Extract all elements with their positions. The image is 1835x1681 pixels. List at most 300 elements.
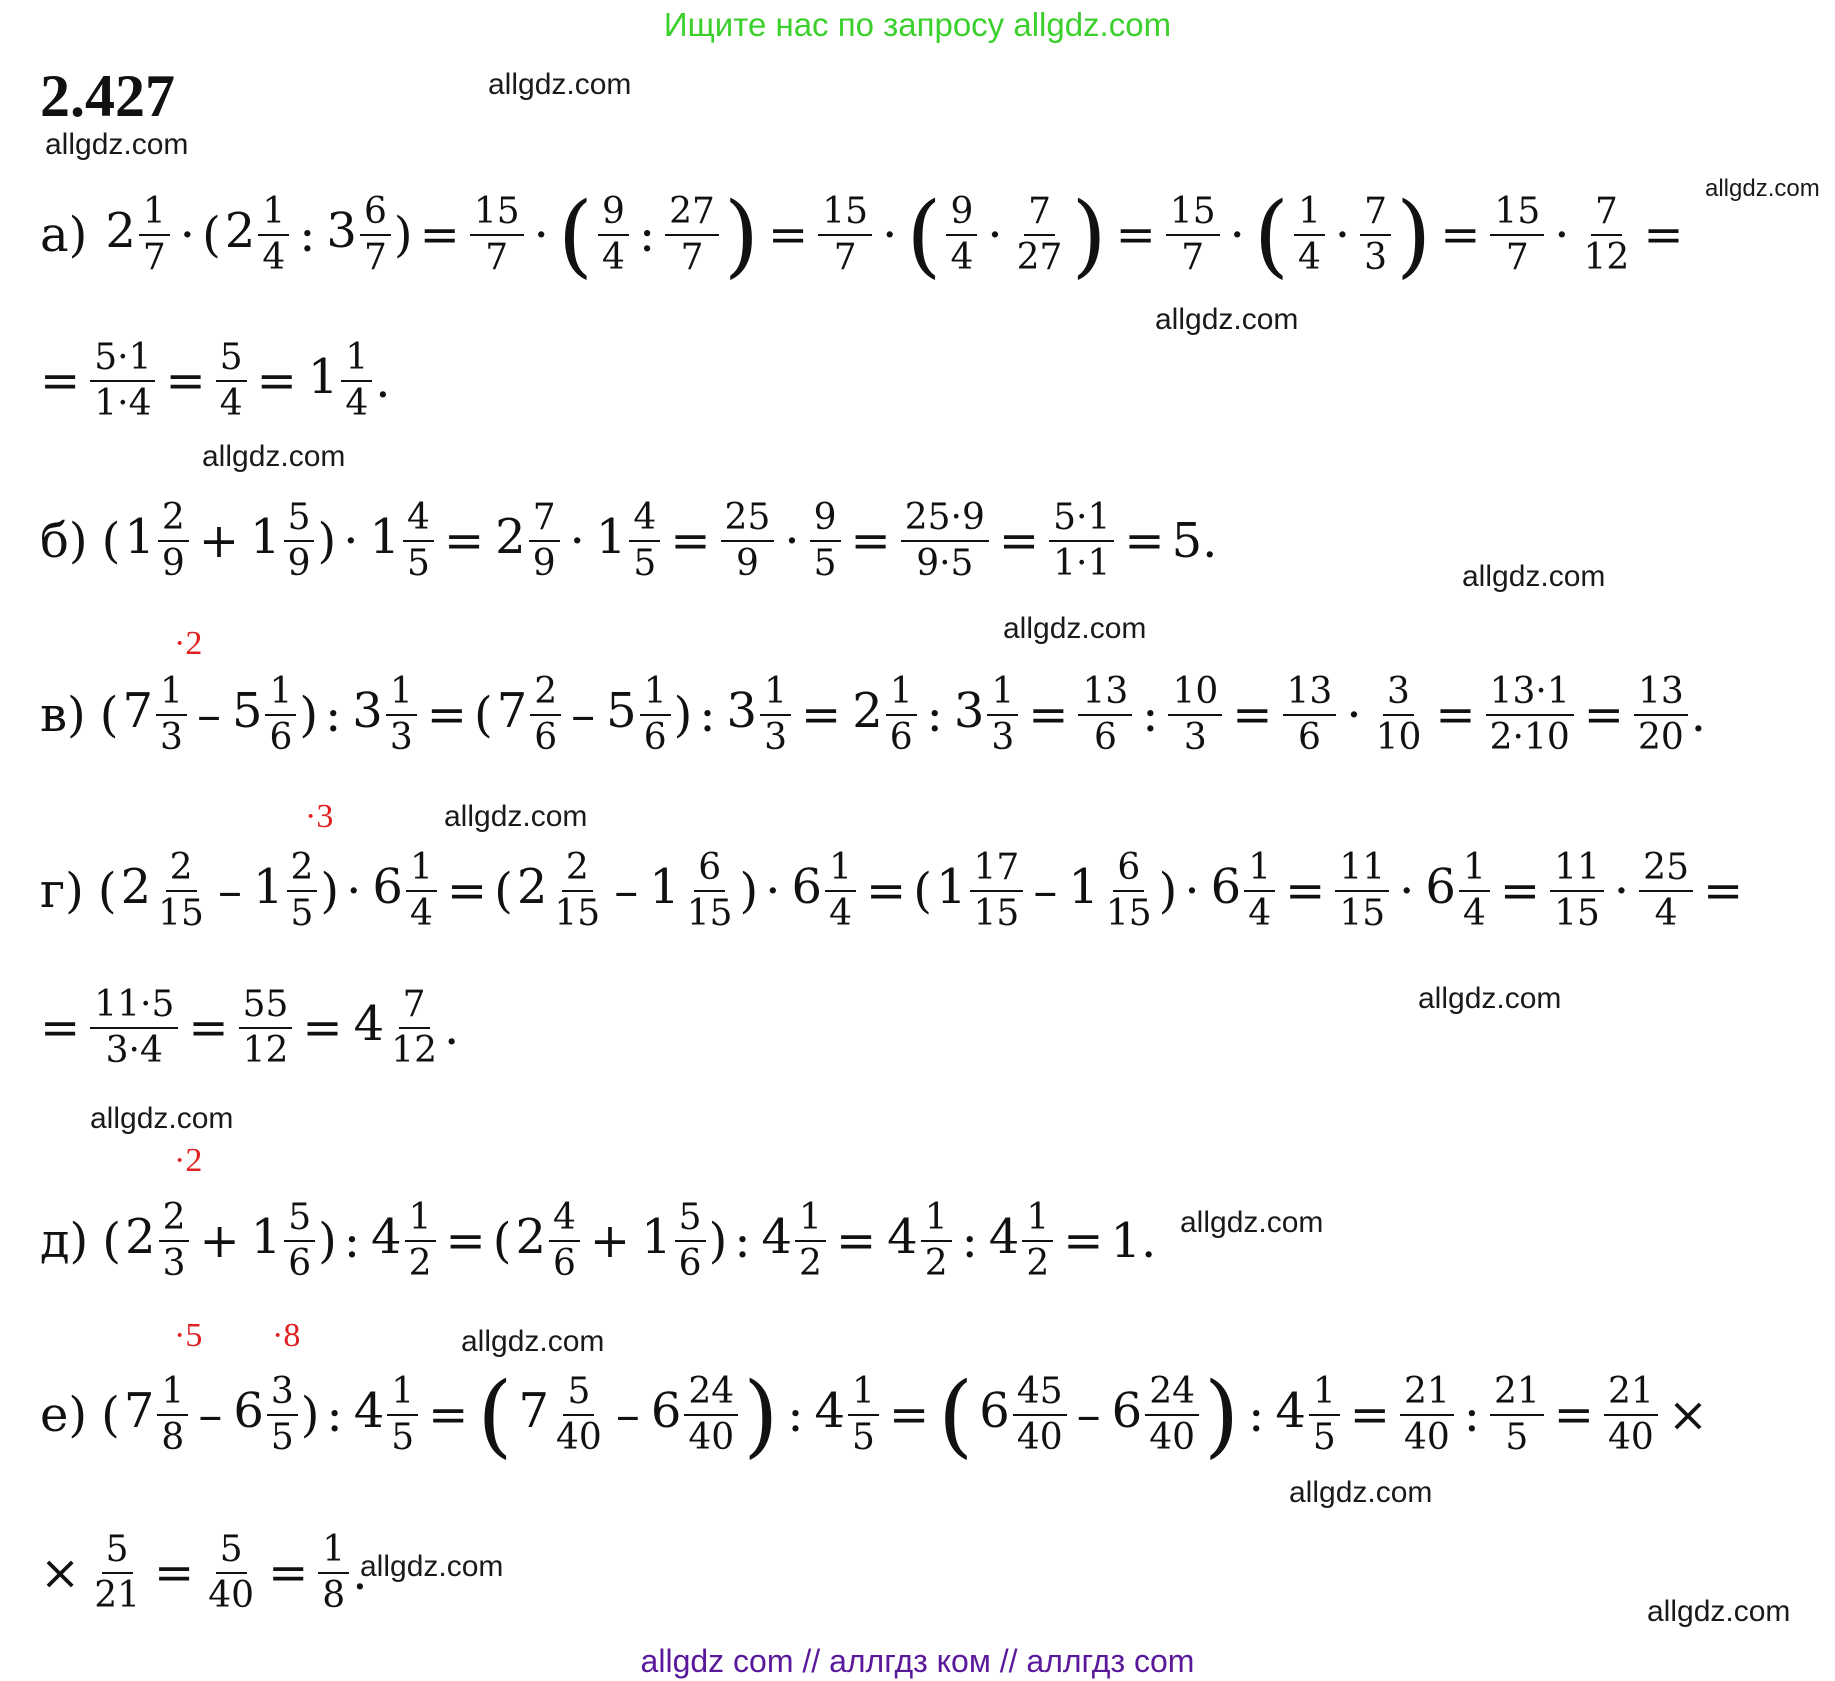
operator: · bbox=[765, 863, 781, 920]
numerator: 6 bbox=[360, 192, 391, 236]
operator: + bbox=[199, 1213, 240, 1270]
denominator: 6 bbox=[1297, 717, 1321, 759]
annotation-multiplier: ·2 bbox=[174, 625, 203, 662]
solution-d bbox=[40, 1198, 1156, 1285]
period: . bbox=[352, 1545, 368, 1602]
mixed-number bbox=[368, 848, 439, 935]
fraction bbox=[1400, 1372, 1454, 1459]
denominator: 40 bbox=[1149, 1417, 1196, 1459]
item-label: в) bbox=[40, 687, 86, 744]
paren: ) bbox=[1071, 182, 1107, 288]
denominator: 6 bbox=[643, 717, 667, 759]
numerator: 15 bbox=[1166, 192, 1220, 236]
operator: : bbox=[926, 687, 943, 744]
numerator: 1 bbox=[1309, 1372, 1340, 1416]
denominator: 4 bbox=[409, 893, 433, 935]
denominator: 3 bbox=[1364, 237, 1388, 279]
operator: × bbox=[1667, 1387, 1709, 1444]
whole-part: 6 bbox=[1111, 1382, 1143, 1439]
denominator: 3 bbox=[162, 1243, 186, 1285]
operator: : bbox=[961, 1213, 978, 1270]
fraction bbox=[1490, 1372, 1544, 1459]
denominator: 12 bbox=[391, 1030, 437, 1072]
fraction bbox=[1022, 1198, 1053, 1285]
operator: – bbox=[198, 1387, 223, 1444]
numerator: 5 bbox=[284, 498, 315, 542]
denominator: 4 bbox=[950, 237, 974, 279]
numerator: 27 bbox=[665, 192, 719, 236]
numerator: 21 bbox=[1490, 1372, 1544, 1416]
numerator: 55 bbox=[239, 985, 293, 1029]
paren: ( bbox=[101, 1387, 120, 1444]
whole-part: 4 bbox=[1275, 1382, 1306, 1439]
operator: – bbox=[615, 1387, 640, 1444]
fraction bbox=[629, 498, 660, 585]
fraction bbox=[1168, 672, 1222, 759]
operator: = bbox=[1435, 687, 1476, 744]
fraction bbox=[318, 1530, 349, 1617]
operator: = bbox=[888, 1387, 930, 1444]
fraction bbox=[675, 1198, 706, 1285]
mixed-number bbox=[350, 1372, 421, 1459]
paren: ) bbox=[318, 1213, 337, 1270]
numerator: 1 bbox=[987, 672, 1018, 716]
whole-part: 5 bbox=[231, 682, 263, 739]
denominator: 15 bbox=[554, 893, 601, 935]
operator: = bbox=[443, 513, 485, 570]
whole-part: 4 bbox=[887, 1208, 918, 1265]
denominator: 8 bbox=[161, 1417, 185, 1459]
paren: ) bbox=[1158, 863, 1178, 920]
result: 1. bbox=[1110, 1213, 1157, 1270]
solution-e-line-1 bbox=[40, 1362, 1715, 1468]
fraction bbox=[386, 672, 417, 759]
fraction bbox=[552, 1372, 606, 1459]
denominator: 27 bbox=[1016, 237, 1063, 279]
fraction bbox=[987, 672, 1018, 759]
numerator: 25 bbox=[1639, 848, 1693, 892]
fraction bbox=[403, 498, 434, 585]
paren: ) bbox=[673, 687, 693, 744]
paren: ( bbox=[477, 1362, 513, 1468]
fraction bbox=[204, 1530, 258, 1617]
operator: : bbox=[1248, 1387, 1265, 1444]
numerator: 1 bbox=[258, 192, 289, 236]
numerator: 7 bbox=[1024, 192, 1055, 236]
numerator: 1 bbox=[156, 672, 187, 716]
whole-part: 2 bbox=[495, 508, 526, 565]
whole-part: 1 bbox=[307, 348, 339, 405]
numerator: 2 bbox=[530, 672, 561, 716]
denominator: 7 bbox=[142, 237, 166, 279]
operator: = bbox=[40, 1000, 81, 1057]
mixed-number bbox=[249, 848, 320, 935]
paren: ) bbox=[300, 1387, 320, 1444]
denominator: 6 bbox=[553, 1243, 576, 1285]
denominator: 15 bbox=[973, 893, 1020, 935]
denominator: 9 bbox=[736, 543, 759, 585]
numerator: 2 bbox=[287, 848, 318, 892]
denominator: 5 bbox=[391, 1417, 415, 1459]
fraction bbox=[258, 192, 289, 279]
denominator: 20 bbox=[1637, 717, 1684, 759]
denominator: 15 bbox=[1105, 893, 1152, 935]
whole-part: 7 bbox=[123, 1382, 155, 1439]
fraction bbox=[287, 848, 318, 935]
fraction bbox=[341, 338, 372, 425]
operator: = bbox=[1028, 687, 1069, 744]
mixed-number bbox=[811, 1372, 882, 1459]
result: 5. bbox=[1171, 513, 1218, 570]
operator: = bbox=[835, 1213, 877, 1270]
mixed-number bbox=[645, 848, 739, 935]
operator: · bbox=[1334, 207, 1351, 264]
operator: · bbox=[343, 513, 359, 570]
numerator: 9 bbox=[598, 192, 629, 236]
paren: ( bbox=[938, 1362, 974, 1468]
numerator: 5 bbox=[102, 1530, 133, 1574]
denominator: 6 bbox=[1093, 717, 1117, 759]
denominator: 2·10 bbox=[1489, 717, 1570, 759]
fraction bbox=[387, 1372, 418, 1459]
denominator: 7 bbox=[1505, 237, 1529, 279]
whole-part: 4 bbox=[371, 1208, 402, 1265]
denominator: 5 bbox=[270, 1417, 294, 1459]
whole-part: 1 bbox=[1068, 858, 1099, 915]
numerator: 7 bbox=[1591, 192, 1622, 236]
fraction bbox=[1013, 1372, 1067, 1459]
mixed-number bbox=[975, 1372, 1069, 1459]
paren: ( bbox=[906, 182, 942, 288]
fraction bbox=[886, 672, 917, 759]
fraction bbox=[1580, 192, 1634, 279]
numerator: 1 bbox=[1022, 1198, 1053, 1242]
operator: · bbox=[533, 207, 549, 264]
numerator: 2 bbox=[158, 498, 189, 542]
fraction bbox=[1486, 672, 1574, 759]
mixed-number bbox=[121, 1198, 192, 1285]
whole-part: 1 bbox=[595, 508, 627, 565]
numerator: 1 bbox=[1244, 848, 1275, 892]
operator: : bbox=[699, 687, 716, 744]
numerator: 25·9 bbox=[901, 498, 989, 542]
footer-links: allgdz com // аллгдз ком // аллгдз com bbox=[640, 1643, 1195, 1679]
numerator: 5·1 bbox=[1049, 498, 1114, 542]
operator: : bbox=[787, 1387, 804, 1444]
mixed-number bbox=[228, 672, 299, 759]
fraction bbox=[1604, 1372, 1658, 1459]
operator: = bbox=[866, 863, 907, 920]
fraction bbox=[1490, 192, 1544, 279]
numerator: 4 bbox=[549, 1198, 580, 1242]
denominator: 4 bbox=[219, 383, 243, 425]
paren: ( bbox=[202, 207, 221, 264]
fraction bbox=[1360, 192, 1391, 279]
whole-part: 2 bbox=[125, 1208, 156, 1265]
numerator: 1 bbox=[1294, 192, 1325, 236]
mixed-number bbox=[985, 1198, 1056, 1285]
mixed-number bbox=[932, 848, 1026, 935]
operator: × bbox=[40, 1545, 81, 1602]
whole-part: 4 bbox=[353, 995, 385, 1052]
mixed-number bbox=[511, 1198, 582, 1285]
numerator: 5 bbox=[284, 1198, 315, 1242]
denominator: 3·4 bbox=[105, 1030, 163, 1072]
fraction bbox=[1049, 498, 1114, 585]
mixed-number bbox=[848, 672, 919, 759]
numerator: 4 bbox=[403, 498, 434, 542]
numerator: 9 bbox=[946, 192, 977, 236]
operator: – bbox=[1076, 1387, 1101, 1444]
whole-part: 4 bbox=[761, 1208, 793, 1265]
operator: = bbox=[1285, 863, 1326, 920]
denominator: 6 bbox=[288, 1243, 312, 1285]
watermark: allgdz.com bbox=[1180, 1206, 1324, 1239]
whole-part: 1 bbox=[649, 858, 680, 915]
fraction bbox=[598, 192, 629, 279]
denominator: 4 bbox=[1462, 893, 1486, 935]
denominator: 2 bbox=[408, 1243, 432, 1285]
denominator: 7 bbox=[680, 237, 704, 279]
fraction bbox=[1639, 848, 1693, 935]
paren: ) bbox=[739, 863, 759, 920]
operator: : bbox=[299, 207, 316, 264]
numerator: 3 bbox=[1383, 672, 1414, 716]
mixed-number bbox=[647, 1372, 741, 1459]
whole-part: 6 bbox=[979, 1382, 1010, 1439]
mixed-number bbox=[304, 338, 375, 425]
operator: · bbox=[569, 513, 585, 570]
denominator: 5 bbox=[633, 543, 657, 585]
numerator: 1 bbox=[825, 848, 856, 892]
fraction bbox=[1166, 192, 1220, 279]
denominator: 12 bbox=[242, 1030, 289, 1072]
operator: = bbox=[1499, 863, 1541, 920]
whole-part: 6 bbox=[1425, 858, 1456, 915]
paren: ) bbox=[317, 513, 337, 570]
fraction bbox=[284, 1198, 315, 1285]
operator: = bbox=[445, 1213, 486, 1270]
numerator: 1 bbox=[387, 1372, 418, 1416]
whole-part: 1 bbox=[252, 858, 284, 915]
fraction bbox=[239, 985, 293, 1072]
fraction bbox=[154, 848, 208, 935]
paren: ) bbox=[723, 182, 760, 288]
paren: ( bbox=[102, 1213, 122, 1270]
paren: ( bbox=[1253, 182, 1289, 288]
denominator: 3 bbox=[160, 717, 183, 759]
numerator: 1 bbox=[640, 672, 671, 716]
fraction bbox=[1459, 848, 1490, 935]
numerator: 1 bbox=[139, 192, 170, 236]
mixed-number bbox=[1421, 848, 1492, 935]
paren: ( bbox=[99, 687, 119, 744]
denominator: 15 bbox=[158, 893, 204, 935]
fraction bbox=[1013, 192, 1067, 279]
operator: · bbox=[1613, 863, 1630, 920]
operator: = bbox=[188, 1000, 229, 1057]
problem-number: 2.427 bbox=[40, 63, 175, 129]
denominator: 7 bbox=[833, 237, 857, 279]
annotation-multiplier: ·5 bbox=[174, 1317, 203, 1354]
mixed-number bbox=[246, 498, 317, 585]
operator: = bbox=[1553, 1387, 1594, 1444]
fraction bbox=[530, 672, 561, 759]
numerator: 1 bbox=[157, 1372, 188, 1416]
numerator: 9 bbox=[810, 498, 841, 542]
operator: = bbox=[446, 863, 488, 920]
whole-part: 3 bbox=[326, 202, 357, 259]
solution-v bbox=[40, 672, 1706, 759]
watermark: allgdz.com bbox=[1647, 1595, 1791, 1628]
numerator: 5 bbox=[675, 1198, 706, 1242]
fraction bbox=[139, 192, 170, 279]
fraction bbox=[405, 1198, 436, 1285]
period: . bbox=[1690, 687, 1707, 744]
numerator: 1 bbox=[848, 1372, 879, 1416]
fraction bbox=[760, 672, 791, 759]
denominator: 40 bbox=[688, 1417, 735, 1459]
mixed-number bbox=[513, 848, 607, 935]
mixed-number bbox=[602, 672, 673, 759]
operator: – bbox=[196, 687, 221, 744]
mixed-number bbox=[322, 192, 393, 279]
denominator: 5 bbox=[813, 543, 837, 585]
mixed-number bbox=[247, 1198, 318, 1285]
mixed-number bbox=[592, 498, 663, 585]
numerator: 45 bbox=[1013, 1372, 1067, 1416]
denominator: 1·1 bbox=[1053, 543, 1111, 585]
numerator: 5 bbox=[216, 1530, 247, 1574]
numerator: 7 bbox=[529, 498, 560, 542]
numerator: 13·1 bbox=[1486, 672, 1574, 716]
fraction bbox=[157, 1372, 188, 1459]
numerator: 5·1 bbox=[90, 338, 155, 382]
denominator: 3 bbox=[764, 717, 787, 759]
fraction bbox=[156, 672, 187, 759]
mixed-number bbox=[788, 848, 859, 935]
watermark: allgdz.com bbox=[1462, 560, 1606, 593]
operator: – bbox=[571, 687, 596, 744]
operator: – bbox=[614, 863, 639, 920]
numerator: 21 bbox=[1400, 1372, 1454, 1416]
fraction bbox=[1145, 1372, 1199, 1459]
numerator: 2 bbox=[562, 848, 593, 892]
fraction bbox=[640, 672, 671, 759]
whole-part: 2 bbox=[224, 202, 256, 259]
fraction bbox=[360, 192, 391, 279]
whole-part: 4 bbox=[814, 1382, 846, 1439]
whole-part: 2 bbox=[105, 202, 136, 259]
denominator: 21 bbox=[94, 1575, 141, 1617]
whole-part: 5 bbox=[606, 682, 637, 739]
whole-part: 4 bbox=[353, 1382, 385, 1439]
operator: : bbox=[638, 207, 656, 264]
numerator: 6 bbox=[1113, 848, 1144, 892]
operator: = bbox=[1702, 863, 1744, 920]
fraction bbox=[795, 1198, 826, 1285]
denominator: 3 bbox=[389, 717, 413, 759]
operator: · bbox=[1554, 207, 1570, 264]
operator: = bbox=[268, 1545, 309, 1602]
watermark: allgdz.com bbox=[202, 440, 346, 473]
fraction bbox=[1372, 672, 1426, 759]
whole-part: 1 bbox=[369, 508, 401, 565]
denominator: 2 bbox=[1026, 1243, 1050, 1285]
numerator: 1 bbox=[760, 672, 791, 716]
fraction bbox=[901, 498, 989, 585]
paren: ( bbox=[492, 1213, 512, 1270]
numerator: 13 bbox=[1634, 672, 1688, 716]
period: . bbox=[443, 1000, 460, 1057]
operator: : bbox=[343, 1213, 361, 1270]
fraction bbox=[387, 985, 441, 1072]
denominator: 10 bbox=[1375, 717, 1422, 759]
whole-part: 2 bbox=[120, 858, 152, 915]
fraction bbox=[1550, 848, 1604, 935]
numerator: 2 bbox=[166, 848, 197, 892]
watermark: allgdz.com bbox=[461, 1325, 605, 1358]
operator: = bbox=[670, 513, 711, 570]
mixed-number bbox=[117, 848, 211, 935]
operator: = bbox=[154, 1545, 195, 1602]
watermark: allgdz.com bbox=[1705, 175, 1820, 202]
fraction bbox=[665, 192, 719, 279]
mixed-number bbox=[118, 672, 189, 759]
whole-part: 7 bbox=[122, 682, 154, 739]
solution-e-line-2 bbox=[40, 1530, 367, 1617]
numerator: 6 bbox=[694, 848, 725, 892]
numerator: 2 bbox=[159, 1198, 190, 1242]
whole-part: 3 bbox=[352, 682, 383, 739]
operator: · bbox=[1229, 207, 1245, 264]
fraction bbox=[90, 338, 155, 425]
fraction bbox=[825, 848, 856, 935]
denominator: 7 bbox=[1181, 237, 1205, 279]
operator: = bbox=[1440, 207, 1481, 264]
denominator: 5 bbox=[852, 1417, 875, 1459]
denominator: 5 bbox=[1505, 1417, 1529, 1459]
mixed-number bbox=[491, 498, 562, 585]
operator: : bbox=[734, 1213, 751, 1270]
fraction bbox=[810, 498, 841, 585]
mixed-number bbox=[120, 498, 191, 585]
numerator: 7 bbox=[1360, 192, 1391, 236]
mixed-number bbox=[1207, 848, 1278, 935]
denominator: 6 bbox=[678, 1243, 702, 1285]
item-label: а) bbox=[40, 207, 88, 264]
numerator: 15 bbox=[818, 192, 872, 236]
operator: = bbox=[419, 207, 460, 264]
denominator: 9 bbox=[161, 543, 185, 585]
fraction bbox=[848, 1372, 879, 1459]
denominator: 15 bbox=[1554, 893, 1600, 935]
fraction bbox=[683, 848, 737, 935]
operator: = bbox=[1063, 1213, 1104, 1270]
fraction bbox=[1102, 848, 1156, 935]
mixed-number bbox=[1064, 848, 1158, 935]
item-label: г) bbox=[40, 863, 84, 920]
fraction bbox=[90, 985, 178, 1072]
mixed-number bbox=[350, 985, 444, 1072]
watermark: allgdz.com bbox=[1155, 303, 1299, 336]
operator: = bbox=[1643, 207, 1684, 264]
whole-part: 2 bbox=[516, 858, 548, 915]
denominator: 40 bbox=[208, 1575, 255, 1617]
whole-part: 1 bbox=[250, 508, 281, 565]
numerator: 1 bbox=[1459, 848, 1490, 892]
paren: ) bbox=[1396, 182, 1432, 288]
